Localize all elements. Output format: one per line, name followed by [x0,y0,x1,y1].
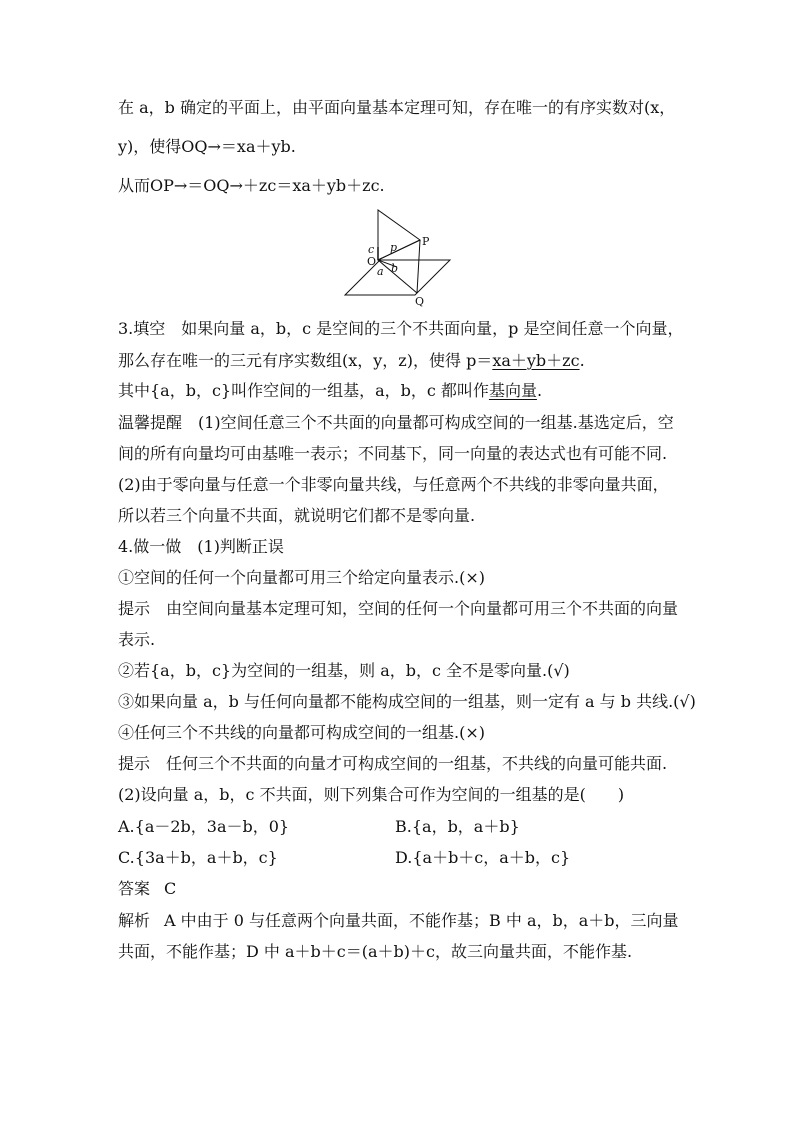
option-A: A.{a－2b，3a－b，0} [118,817,290,836]
text-line-1: 在 a，b 确定的平面上，由平面向量基本定理可知，存在唯一的有序实数对(x， [118,98,676,117]
option-C: C.{3a＋b，a＋b，c} [118,848,278,867]
analysis-label: 解析 [118,911,151,930]
underlined-answer-2: 基向量 [488,381,537,400]
text-line-3: 从而OP→＝OQ→＋zc＝xa＋yb＋zc. [118,176,385,195]
text-line-14: 表示. [118,630,156,649]
vector-figure [335,205,460,310]
option-D: D.{a＋b＋c，a＋b，c} [395,848,571,867]
analysis-line-2: 共面，不能作基；D 中 a＋b＋c＝(a＋b)＋c，故三向量共面，不能作基. [118,942,633,961]
text-line-9: (2)由于零向量与任意一个非零向量共线，与任意两个不共线的非零向量共面， [118,475,669,494]
label-O: O [367,255,377,268]
text-line-16: ③如果向量 a，b 与任何向量都不能构成空间的一组基，则一定有 a 与 b 共线.(√) [118,692,696,711]
label-c: c [368,243,375,256]
text-line-13: 提示 由空间向量基本定理可知，空间的任何一个向量都可用三个不共面的向量 [118,599,679,618]
text-line-15: ②若{a，b，c}为空间的一组基，则 a，b，c 全不是零向量.(√) [118,661,570,680]
answer-line [118,878,176,900]
text-line-8: 间的所有向量均可由基唯一表示；不同基下，同一向量的表达式也有可能不同. [118,444,668,463]
label-Q: Q [415,295,425,308]
text-line-12: ①空间的任何一个向量都可用三个给定向量表示.(×) [118,568,485,587]
analysis-line-1: 解析 A 中由于 0 与任意两个向量共面，不能作基；B 中 a，b，a＋b，三向量 [118,911,679,930]
text-line-10: 所以若三个向量不共面，就说明它们都不是零向量. [118,506,476,525]
answer-value: C [164,879,177,898]
text-line-19: (2)设向量 a，b，c 不共面，则下列集合可作为空间的一组基的是( ) [118,785,625,804]
text-line-7: 温馨提醒 (1)空间任意三个不共面的向量都可构成空间的一组基.基选定后，空 [118,413,674,432]
text-line-18: 提示 任何三个不共面的向量才可构成空间的一组基，不共线的向量可能共面. [118,754,668,773]
text-line-5: 那么存在唯一的三元有序实数组(x，y，z)，使得 p＝xa＋yb＋zc. [118,351,585,370]
vertical-plane-shape [378,210,420,260]
label-a: a [377,265,384,278]
option-B: B.{a，b，a＋b} [395,817,520,836]
text-line-17: ④任何三个不共线的向量都可构成空间的一组基.(×) [118,723,485,742]
text-line-6: 其中{a，b，c}叫作空间的一组基，a，b，c 都叫作基向量. [118,381,543,400]
text-line-11: 4.做一做 (1)判断正误 [118,537,284,556]
underlined-answer-1: xa＋yb＋zc [492,351,580,370]
text-line-4: 3.填空 如果向量 a，b，c 是空间的三个不共面向量，p 是空间任意一个向量， [118,319,684,338]
text-line-2: y)，使得OQ→＝xa＋yb. [118,137,296,156]
label-b: b [391,262,399,275]
answer-label: 答案 [118,879,151,898]
vector-p-line [378,240,420,260]
vector-qp-line [417,240,420,293]
label-p: p [390,241,398,254]
label-P: P [422,235,430,248]
